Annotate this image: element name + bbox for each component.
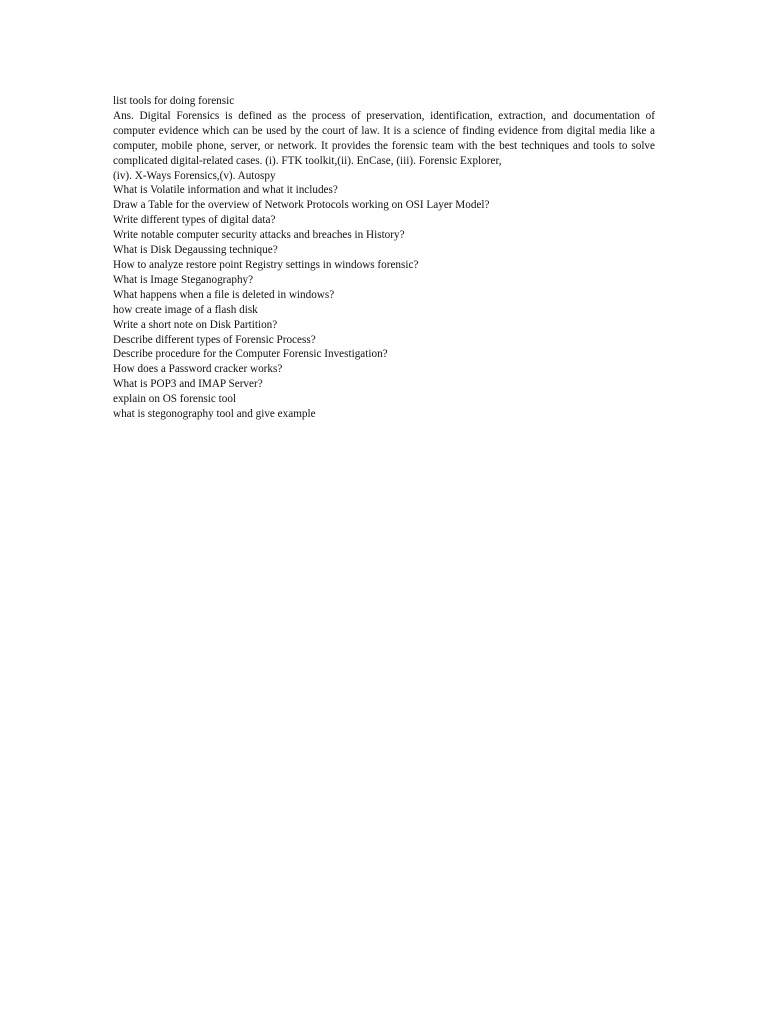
document-page xyxy=(113,94,655,422)
answer-tail: (iv). X-Ways Forensics,(v). Autospy xyxy=(113,169,276,182)
question-item: Draw a Table for the overview of Network Protocols working on OSI Layer Model? xyxy=(113,199,490,212)
question-item: How does a Password cracker works? xyxy=(113,363,283,376)
question-item: how create image of a flash disk xyxy=(113,303,258,316)
intro-question: list tools for doing forensic xyxy=(113,95,235,107)
question-item: Describe procedure for the Computer Forensic Investigation? xyxy=(113,348,388,361)
question-item: Describe different types of Forensic Process? xyxy=(113,333,316,346)
question-item: explain on OS forensic tool xyxy=(113,393,237,406)
question-item: Write notable computer security attacks and breaches in History? xyxy=(113,229,405,242)
question-item: What is Image Steganography? xyxy=(113,273,254,286)
answer-paragraph: Ans. Digital Forensics is defined as the process of preservation, identification, extraction, and documentation of computer evidence which can be used by the court of law. It is a science of finding evidence from digital media like a computer, mobile phone, server, or network. It provides the forensic team with the best techniques and tools to solve complicated digital-related cases. (i). FTK toolkit,(ii). EnCase, (iii). Forensic Explorer, xyxy=(113,109,655,167)
question-item: What is POP3 and IMAP Server? xyxy=(113,378,263,391)
question-item: What is Disk Degaussing technique? xyxy=(113,244,278,257)
question-item: Write different types of digital data? xyxy=(113,214,276,227)
question-item: What happens when a file is deleted in windows? xyxy=(113,288,335,301)
question-item: What is Volatile information and what it includes? xyxy=(113,184,338,197)
question-item: How to analyze restore point Registry settings in windows forensic? xyxy=(113,258,419,271)
question-item: Write a short note on Disk Partition? xyxy=(113,318,278,331)
question-item: what is stegonography tool and give example xyxy=(113,408,316,421)
